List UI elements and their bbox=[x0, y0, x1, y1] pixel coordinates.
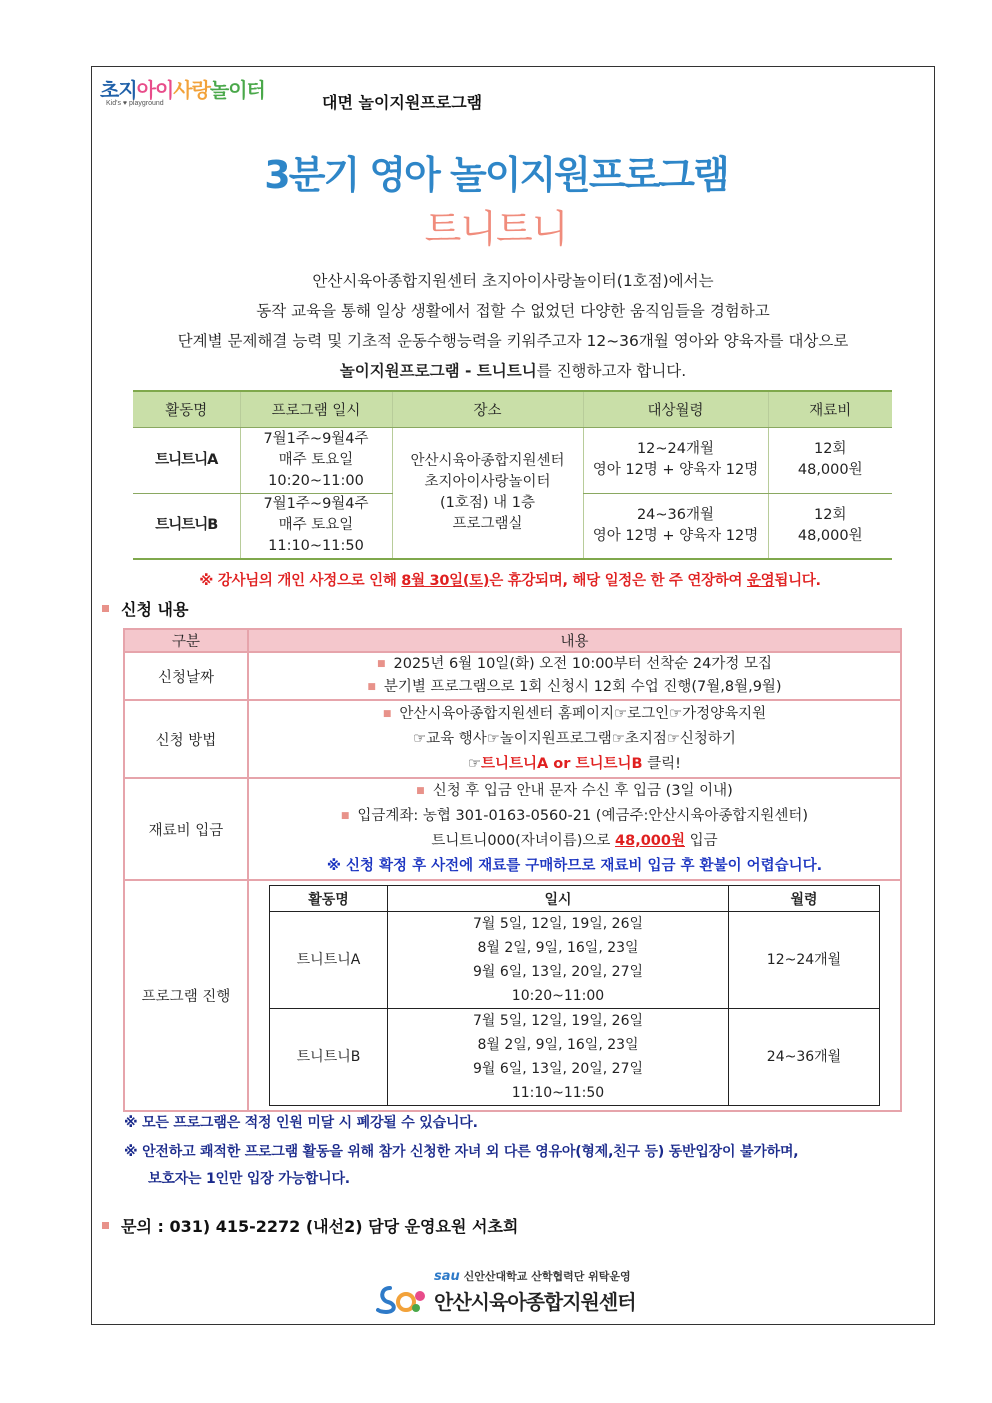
content-text: 트니트니000(자녀이름)으로 bbox=[431, 833, 616, 849]
schedule-line: 10:20~11:00 bbox=[268, 472, 364, 489]
date-line: 8월 2일, 9일, 16일, 23일 bbox=[477, 940, 639, 956]
place-line: (1호점) 내 1층 bbox=[439, 494, 535, 511]
square-bullet-icon: ■ bbox=[376, 659, 386, 669]
date-line: 9월 6일, 13일, 20일, 27일 bbox=[472, 1061, 644, 1077]
playground-logo bbox=[100, 74, 310, 114]
date-line: 8월 2일, 9일, 16일, 23일 bbox=[477, 1037, 639, 1053]
date-line: 7월 5일, 12일, 19일, 26일 bbox=[472, 916, 644, 932]
section-heading-apply bbox=[102, 597, 188, 620]
row-label: 재료비 입금 bbox=[124, 778, 248, 880]
program-name: 트니트니B bbox=[270, 1009, 388, 1106]
logo-subtitle: Kid's ♥ playground bbox=[106, 100, 164, 107]
place-line: 프로그램실 bbox=[452, 515, 523, 532]
note-guardian: 보호자는 1인만 입장 가능합니다. bbox=[148, 1171, 350, 1187]
content-text: 입금 bbox=[685, 833, 718, 849]
page-subtitle: 트니트니 bbox=[424, 207, 568, 251]
program-overview-table bbox=[133, 390, 892, 560]
table-row bbox=[270, 912, 880, 1009]
row-label: 신청날짜 bbox=[124, 652, 248, 700]
note-companion: ※ 안전하고 쾌적한 프로그램 활동을 위해 참가 신청한 자녀 외 다른 영유아(형제,친구 등) 동반입장이 불가하며, bbox=[124, 1144, 799, 1160]
place-line: 초지아이사랑놀이터 bbox=[424, 473, 551, 490]
content-line bbox=[249, 752, 900, 777]
content-text: 분기별 프로그램으로 1회 신청시 12회 수업 진행(7월,8월,9월) bbox=[383, 679, 782, 695]
time-line: 10:20~11:00 bbox=[511, 988, 605, 1004]
content-text: 2025년 6월 10일(화) 오전 10:00부터 선착순 24가정 모집 bbox=[393, 656, 772, 672]
table-row bbox=[124, 700, 901, 778]
intro-line bbox=[91, 356, 935, 386]
square-bullet-icon bbox=[102, 1222, 109, 1229]
program-pick-text: 트니트니A or 트니트니B bbox=[481, 755, 643, 772]
program-age: 12~24개월 bbox=[729, 912, 880, 1009]
program-name: 트니트니A bbox=[270, 912, 388, 1009]
schedule-line: 매주 토요일 bbox=[278, 517, 354, 534]
program-dates bbox=[388, 1009, 729, 1106]
col-header: 내용 bbox=[248, 629, 901, 652]
program-age: 24~36개월 bbox=[729, 1009, 880, 1106]
content-text: 입금계좌: 농협 301-0163-0560-21 (예금주:안산시육아종합지원센터) bbox=[357, 808, 809, 824]
target-line: 영아 12명 + 양육자 12명 bbox=[592, 462, 759, 478]
col-header: 장소 bbox=[392, 391, 583, 427]
logo-part-sarang: 사랑 bbox=[173, 78, 210, 102]
square-bullet-icon: ■ bbox=[367, 682, 376, 692]
footer-org-name: 안산시육아종합지원센터 bbox=[434, 1290, 636, 1314]
row-content bbox=[248, 778, 901, 880]
intro-line-rest: 를 진행하고자 합니다. bbox=[536, 362, 687, 380]
logo-part-noliteo: 놀이터 bbox=[209, 78, 265, 102]
content-line bbox=[249, 676, 900, 699]
content-line: ☞교육 행사☞놀이지원프로그램☞초지점☞신청하기 bbox=[413, 730, 736, 747]
center-emblem-icon bbox=[376, 1266, 432, 1316]
schedule-detail-table bbox=[269, 885, 880, 1106]
center-logo bbox=[376, 1266, 676, 1316]
row-content bbox=[248, 880, 901, 1111]
intro-line: 안산시육아종합지원센터 초지아이사랑놀이터(1호점)에서는 bbox=[312, 272, 714, 290]
schedule-line: 7월1주~9월4주 bbox=[263, 496, 369, 513]
fee-line: 12회 bbox=[814, 506, 847, 523]
closure-notice-text: ※ 강사님의 개인 사정으로 인해 bbox=[199, 573, 402, 589]
refund-warning: ※ 신청 확정 후 사전에 재료를 구매하므로 재료비 입금 후 환불이 어렵습니다. bbox=[326, 858, 823, 874]
square-bullet-icon: ■ bbox=[416, 786, 425, 796]
schedule-line: 매주 토요일 bbox=[278, 451, 354, 468]
col-header: 재료비 bbox=[768, 391, 892, 427]
section-heading-text: 신청 내용 bbox=[121, 600, 189, 619]
contact-text: 문의 : 031) 415-2272 (내선2) 담당 운영요원 서초희 bbox=[121, 1217, 519, 1236]
col-header: 일시 bbox=[388, 886, 729, 912]
content-line bbox=[249, 779, 900, 804]
col-header: 프로그램 일시 bbox=[240, 391, 392, 427]
row-content bbox=[248, 700, 901, 778]
target-line: 24~36개월 bbox=[636, 506, 715, 523]
square-bullet-icon: ■ bbox=[382, 708, 392, 719]
col-header: 활동명 bbox=[133, 391, 240, 427]
fee-line: 48,000원 bbox=[797, 462, 863, 478]
row-content bbox=[248, 652, 901, 700]
closure-notice bbox=[0, 569, 992, 590]
date-line: 7월 5일, 12일, 19일, 26일 bbox=[472, 1013, 644, 1029]
schedule-line: 11:10~11:50 bbox=[268, 538, 364, 555]
program-place bbox=[392, 427, 583, 559]
program-schedule bbox=[240, 493, 392, 559]
closure-date: 8월 30일(토) bbox=[401, 573, 490, 589]
page-title: 3분기 영아 놀이지원프로그램 bbox=[264, 153, 728, 197]
content-text: 신청 후 입금 안내 문자 수신 후 입금 (3일 이내) bbox=[432, 783, 733, 799]
content-line bbox=[249, 804, 900, 829]
square-bullet-icon: ■ bbox=[340, 811, 350, 821]
fee-line: 12회 bbox=[814, 441, 847, 457]
closure-notice-text: 됩니다. bbox=[774, 573, 821, 589]
program-name: 트니트니B bbox=[133, 493, 240, 559]
pointer-hand-icon: ☞ bbox=[468, 755, 481, 772]
program-schedule bbox=[240, 427, 392, 493]
fee-amount: 48,000원 bbox=[615, 833, 685, 849]
target-line: 영아 12명 + 양육자 12명 bbox=[592, 527, 759, 544]
table-row bbox=[124, 652, 901, 700]
header-label: 대면 놀이지원프로그램 bbox=[322, 93, 483, 112]
content-line bbox=[249, 702, 900, 727]
place-line: 안산시육아종합지원센터 bbox=[410, 452, 565, 469]
content-line bbox=[249, 829, 900, 854]
target-line: 12~24개월 bbox=[636, 441, 715, 457]
content-text: 안산시육아종합지원센터 홈페이지☞로그인☞가정양육지원 bbox=[399, 705, 767, 722]
closure-run: 운영 bbox=[746, 573, 775, 589]
program-target bbox=[583, 427, 768, 493]
intro-line: 단계별 문제해결 능력 및 기초적 운동수행능력을 키워주고자 12~36개월 영아와 양육자를 대상으로 bbox=[177, 332, 849, 350]
table-row bbox=[133, 427, 892, 493]
logo-part-choji: 초지 bbox=[100, 78, 137, 102]
footer-operator bbox=[434, 1268, 631, 1284]
col-header: 대상월령 bbox=[583, 391, 768, 427]
col-header: 월령 bbox=[729, 886, 880, 912]
fee-line: 48,000원 bbox=[797, 527, 863, 544]
date-line: 9월 6일, 13일, 20일, 27일 bbox=[472, 964, 644, 980]
square-bullet-icon bbox=[102, 605, 109, 612]
note-cancellation: ※ 모든 프로그램은 적정 인원 미달 시 폐강될 수 있습니다. bbox=[124, 1115, 478, 1131]
application-table bbox=[123, 628, 902, 1112]
sau-logo: sau bbox=[434, 1269, 460, 1284]
intro-line: 동작 교육을 통해 일상 생활에서 접할 수 없었던 다양한 움직임들을 경험하고 bbox=[256, 302, 770, 320]
col-header: 활동명 bbox=[270, 886, 388, 912]
content-line bbox=[249, 653, 900, 676]
program-target bbox=[583, 493, 768, 559]
program-name: 트니트니A bbox=[133, 427, 240, 493]
program-fee bbox=[768, 493, 892, 559]
table-row bbox=[270, 1009, 880, 1106]
closure-notice-text: 은 휴강되며, 해당 일정은 한 주 연장하여 bbox=[489, 573, 747, 589]
intro-program-name: 놀이지원프로그램 - 트니트니 bbox=[339, 362, 537, 380]
program-fee bbox=[768, 427, 892, 493]
row-label: 프로그램 진행 bbox=[124, 880, 248, 1111]
col-header: 구분 bbox=[124, 629, 248, 652]
schedule-line: 7월1주~9월4주 bbox=[263, 430, 369, 447]
contact-line bbox=[102, 1214, 518, 1237]
time-line: 11:10~11:50 bbox=[511, 1085, 605, 1101]
row-label: 신청 방법 bbox=[124, 700, 248, 778]
logo-part-ai: 아이 bbox=[136, 78, 174, 102]
content-text: 클릭! bbox=[642, 755, 681, 772]
intro-paragraph bbox=[91, 266, 935, 386]
table-row bbox=[124, 778, 901, 880]
table-row bbox=[124, 880, 901, 1111]
program-dates bbox=[388, 912, 729, 1009]
operator-text: 신안산대학교 산학협력단 위탁운영 bbox=[463, 1270, 631, 1283]
